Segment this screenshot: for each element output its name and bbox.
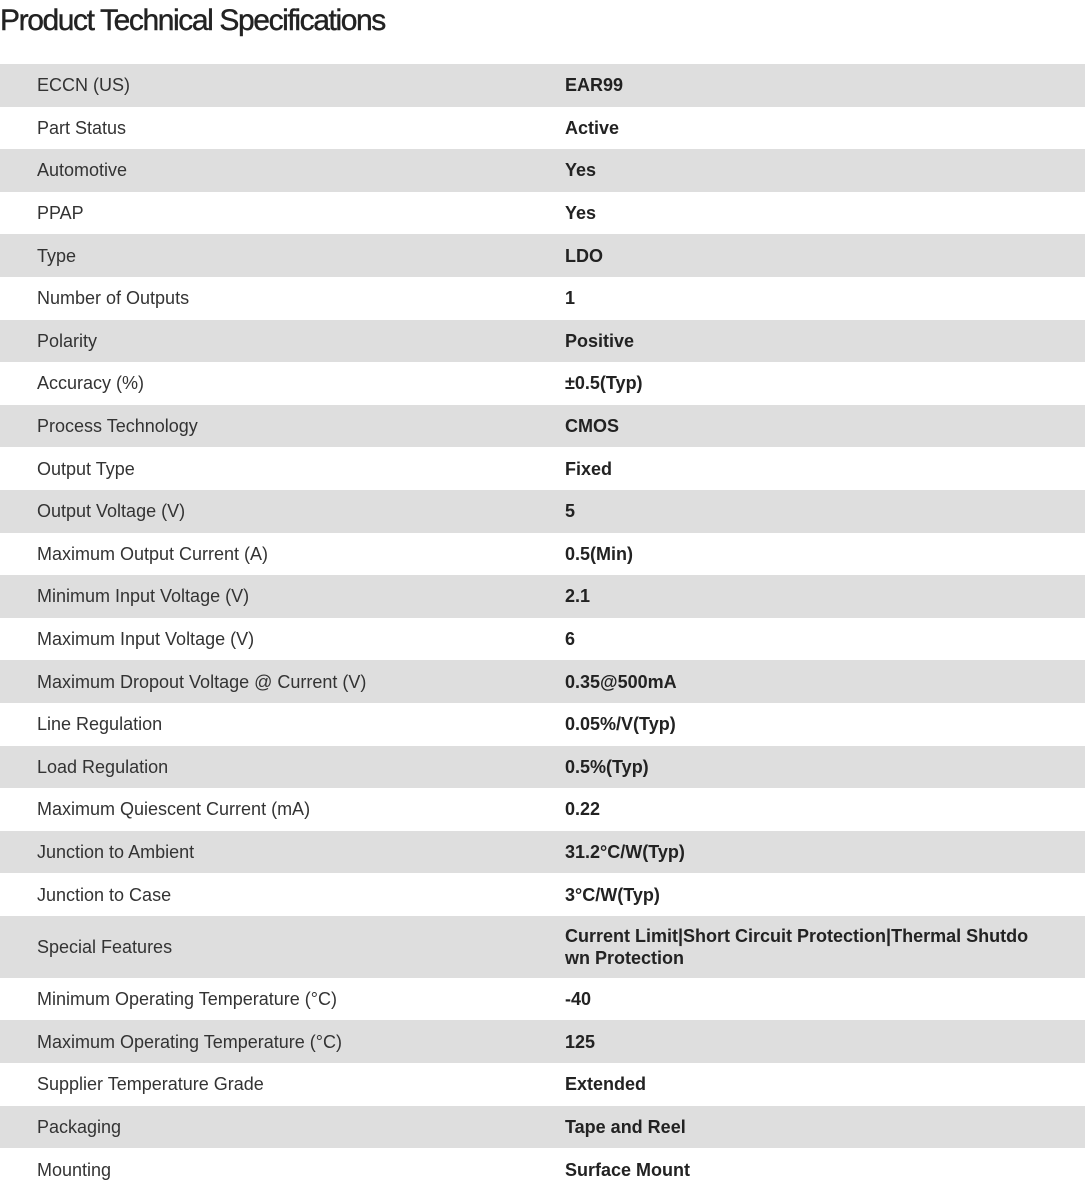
spec-value: Current Limit|Short Circuit Protection|Thermal Shutdown Protection xyxy=(565,925,1029,968)
spec-row xyxy=(0,1148,1085,1191)
spec-value: Extended xyxy=(565,1074,647,1095)
spec-row xyxy=(0,362,1085,405)
spec-label: Polarity xyxy=(37,330,98,351)
spec-label: Minimum Input Voltage (V) xyxy=(37,586,250,607)
spec-label: Maximum Quiescent Current (mA) xyxy=(37,799,311,820)
spec-label: Maximum Input Voltage (V) xyxy=(37,629,255,650)
spec-value: Active xyxy=(565,117,620,138)
spec-row xyxy=(0,788,1085,831)
spec-row xyxy=(0,618,1085,661)
spec-value: 125 xyxy=(565,1031,596,1052)
spec-value: 0.22 xyxy=(565,799,601,820)
spec-label: Junction to Ambient xyxy=(37,841,195,862)
spec-label: Maximum Output Current (A) xyxy=(37,543,269,564)
spec-row xyxy=(0,234,1085,277)
spec-value: 0.05%/V(Typ) xyxy=(565,714,676,735)
spec-label: Automotive xyxy=(37,160,128,181)
spec-label: Supplier Temperature Grade xyxy=(37,1074,264,1095)
spec-row xyxy=(0,1106,1085,1149)
spec-value: 0.35@500mA xyxy=(565,671,677,692)
spec-label: Part Status xyxy=(37,117,127,138)
spec-row xyxy=(0,978,1085,1021)
spec-value: 2.1 xyxy=(565,586,591,607)
spec-row xyxy=(0,746,1085,789)
spec-label: Output Type xyxy=(37,458,135,479)
spec-row xyxy=(0,320,1085,363)
spec-row xyxy=(0,831,1085,874)
spec-label: Output Voltage (V) xyxy=(37,501,186,522)
spec-row xyxy=(0,107,1085,150)
spec-row xyxy=(0,192,1085,235)
spec-label: Accuracy (%) xyxy=(37,373,145,394)
spec-row xyxy=(0,277,1085,320)
spec-label: Load Regulation xyxy=(37,756,169,777)
spec-row xyxy=(0,1063,1085,1106)
spec-value: 0.5(Min) xyxy=(565,543,634,564)
spec-value: CMOS xyxy=(565,416,619,437)
spec-row xyxy=(0,575,1085,618)
spec-value: Positive xyxy=(565,330,635,351)
spec-row xyxy=(0,490,1085,533)
spec-label: Line Regulation xyxy=(37,714,163,735)
spec-value: EAR99 xyxy=(565,75,624,96)
spec-label: Junction to Case xyxy=(37,884,172,905)
spec-value: 0.5%(Typ) xyxy=(565,756,649,777)
spec-row xyxy=(0,149,1085,192)
spec-value: 31.2°C/W(Typ) xyxy=(565,841,685,862)
spec-value: Yes xyxy=(565,160,597,181)
spec-label: Process Technology xyxy=(37,416,198,437)
spec-label: Maximum Dropout Voltage @ Current (V) xyxy=(37,671,367,692)
spec-value: Fixed xyxy=(565,458,613,479)
spec-label: ECCN (US) xyxy=(37,75,130,96)
spec-value: 6 xyxy=(565,629,576,650)
spec-label: Type xyxy=(37,245,77,266)
spec-row xyxy=(0,1020,1085,1063)
spec-value: ±0.5(Typ) xyxy=(565,373,643,394)
spec-value: 1 xyxy=(565,288,576,309)
spec-row xyxy=(0,533,1085,576)
spec-label: Special Features xyxy=(37,936,173,957)
spec-value: -40 xyxy=(565,989,592,1010)
page-title: Product Technical Specifications xyxy=(0,4,385,37)
spec-label: Mounting xyxy=(37,1159,112,1180)
spec-row xyxy=(0,916,1085,978)
spec-label: PPAP xyxy=(37,203,84,224)
spec-value: Tape and Reel xyxy=(565,1116,686,1137)
spec-row xyxy=(0,660,1085,703)
spec-row xyxy=(0,703,1085,746)
spec-value: 5 xyxy=(565,501,576,522)
spec-label: Number of Outputs xyxy=(37,288,190,309)
spec-row xyxy=(0,447,1085,490)
spec-label: Packaging xyxy=(37,1116,122,1137)
spec-value: 3°C/W(Typ) xyxy=(565,884,660,905)
spec-row xyxy=(0,873,1085,916)
spec-value: Yes xyxy=(565,203,597,224)
spec-value: Surface Mount xyxy=(565,1159,691,1180)
spec-row xyxy=(0,64,1085,107)
spec-label: Maximum Operating Temperature (°C) xyxy=(37,1031,342,1052)
spec-row xyxy=(0,405,1085,448)
specs-table xyxy=(0,64,1085,1191)
spec-label: Minimum Operating Temperature (°C) xyxy=(37,989,337,1010)
spec-value: LDO xyxy=(565,245,603,266)
